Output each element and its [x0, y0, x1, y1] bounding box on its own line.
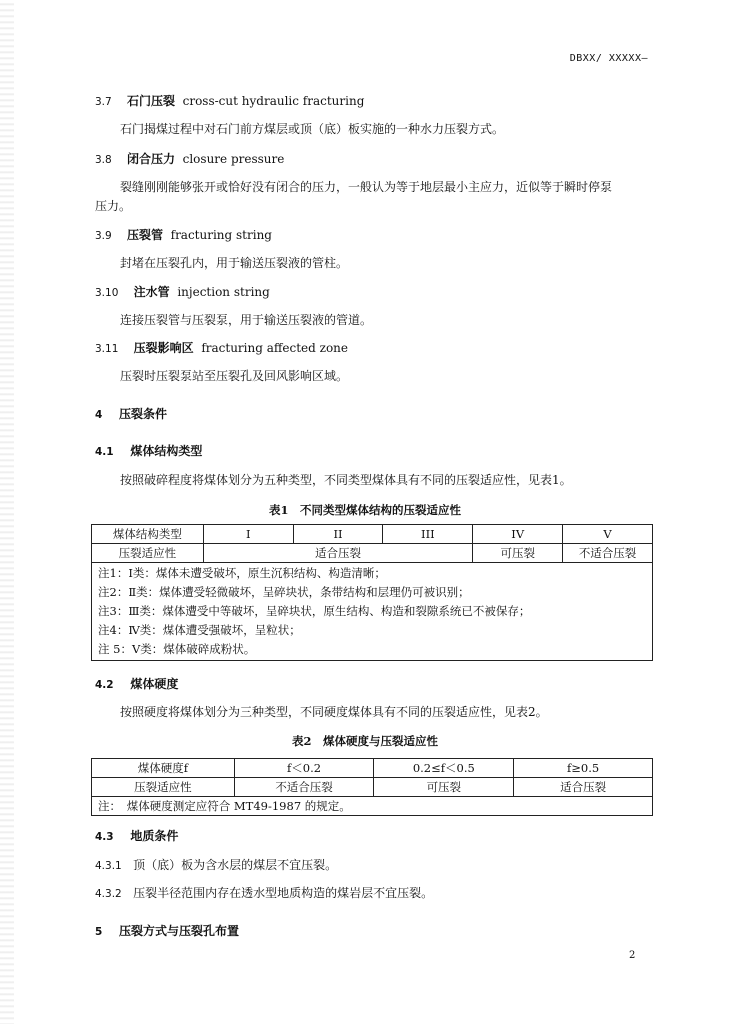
table2-caption: 表2 煤体硬度与压裂适应性	[291, 734, 438, 748]
term-cn: 石门压裂	[126, 94, 175, 108]
term-3-11-heading	[95, 340, 348, 357]
table-cell: 压裂适应性	[92, 544, 204, 563]
term-number: 3.7	[95, 96, 112, 108]
table-note: 注2：Ⅱ类：煤体遭受轻微破坏，呈碎块状，条带结构和层理仍可被识别；	[98, 585, 470, 599]
table-cell: f≥0.5	[514, 759, 653, 778]
term-3-7-heading	[95, 93, 364, 110]
table-cell: 不适合压裂	[234, 778, 374, 797]
section-title: 煤体结构类型	[130, 444, 203, 458]
term-3-10-definition: 连接压裂管与压裂泵，用于输送压裂液的管道。	[120, 313, 373, 327]
table1-adaptability-row	[92, 544, 653, 563]
table-note: 注 5：Ⅴ类：煤体破碎成粉状。	[98, 642, 256, 656]
term-number: 3.8	[95, 154, 112, 166]
clause-4-3-2	[95, 885, 433, 902]
clause-text: 顶（底）板为含水层的煤层不宜压裂。	[133, 858, 338, 872]
table-note: 注3：Ⅲ类：煤体遭受中等破坏，呈碎块状，原生结构、构造和裂隙系统已不被保存；	[98, 604, 531, 618]
clause-number: 4.3.1	[95, 860, 122, 872]
section-number: 4.2	[95, 679, 114, 691]
section-number: 4.3	[95, 831, 114, 843]
term-number: 3.11	[95, 343, 119, 355]
table2	[91, 758, 653, 816]
term-cn: 压裂管	[126, 228, 163, 242]
term-3-10-heading	[95, 284, 270, 301]
section-number: 4	[95, 409, 103, 421]
table-cell: V	[563, 525, 653, 544]
table-cell: 煤体硬度f	[92, 759, 235, 778]
clause-text: 压裂半径范围内存在透水型地质构造的煤岩层不宜压裂。	[133, 886, 434, 900]
term-number: 3.10	[95, 287, 119, 299]
table-cell: f＜0.2	[234, 759, 374, 778]
table-cell: 压裂适应性	[92, 778, 235, 797]
clause-number: 4.3.2	[95, 888, 122, 900]
document-code: DBXX/ XXXXX—	[569, 53, 648, 64]
section-5-heading	[95, 923, 239, 940]
section-4-heading	[95, 406, 167, 423]
term-3-8-heading	[95, 151, 284, 168]
term-en: fracturing affected zone	[201, 341, 349, 355]
term-en: closure pressure	[182, 152, 285, 166]
section-title: 地质条件	[130, 829, 179, 843]
term-en: cross-cut hydraulic fracturing	[182, 94, 365, 108]
table1-header-row	[92, 525, 653, 544]
section-4-2-body: 按照硬度将煤体划分为三种类型，不同硬度煤体具有不同的压裂适应性，见表2。	[120, 705, 548, 719]
term-3-7-definition: 石门揭煤过程中对石门前方煤层或顶（底）板实施的一种水力压裂方式。	[120, 122, 505, 136]
table1-notes	[92, 563, 653, 661]
term-3-8-definition-line1: 裂缝刚刚能够张开或恰好没有闭合的压力，一般认为等于地层最小主应力，近似等于瞬时停泵	[120, 180, 613, 194]
term-3-11-definition: 压裂时压裂泵站至压裂孔及回风影响区域。	[120, 369, 349, 383]
table1-notes-row	[92, 563, 653, 661]
table-cell: 适合压裂	[203, 544, 473, 563]
section-title: 压裂方式与压裂孔布置	[119, 924, 240, 938]
term-en: injection string	[177, 285, 270, 299]
table-cell: 煤体结构类型	[92, 525, 204, 544]
section-title: 压裂条件	[119, 407, 168, 421]
term-cn: 闭合压力	[126, 152, 175, 166]
term-number: 3.9	[95, 230, 112, 242]
term-cn: 压裂影响区	[133, 341, 194, 355]
term-3-9-heading	[95, 227, 272, 244]
table-cell: 不适合压裂	[563, 544, 653, 563]
table-cell: III	[383, 525, 473, 544]
table-cell: 可压裂	[374, 778, 514, 797]
section-title: 煤体硬度	[130, 677, 179, 691]
table-cell: IV	[473, 525, 563, 544]
term-3-9-definition: 封堵在压裂孔内，用于输送压裂液的管柱。	[120, 256, 349, 270]
table-cell: 0.2≤f＜0.5	[374, 759, 514, 778]
term-3-8-definition-line2: 压力。	[95, 199, 132, 213]
term-cn: 注水管	[133, 285, 170, 299]
table2-note-row	[92, 797, 653, 816]
term-en: fracturing string	[170, 228, 272, 242]
table-note: 注： 煤体硬度测定应符合 MT49-1987 的规定。	[92, 797, 653, 816]
table-cell: 可压裂	[473, 544, 563, 563]
table-cell: II	[293, 525, 383, 544]
page-number: 2	[629, 950, 636, 961]
section-4-1-heading	[95, 443, 202, 460]
section-4-3-heading	[95, 828, 178, 845]
section-number: 5	[95, 926, 103, 938]
table2-adaptability-row	[92, 778, 653, 797]
section-4-1-body: 按照破碎程度将煤体划分为五种类型，不同类型煤体具有不同的压裂适应性，见表1。	[120, 473, 572, 487]
table-note: 注1：Ⅰ类：煤体未遭受破坏，原生沉积结构、构造清晰；	[98, 566, 386, 580]
table1	[91, 524, 653, 661]
table-cell: 适合压裂	[514, 778, 653, 797]
clause-4-3-1	[95, 857, 337, 874]
table-cell: I	[203, 525, 293, 544]
section-4-2-heading	[95, 676, 178, 693]
table2-hardness-row	[92, 759, 653, 778]
section-number: 4.1	[95, 446, 114, 458]
table1-caption: 表1 不同类型煤体结构的压裂适应性	[269, 503, 461, 517]
table-note: 注4：Ⅳ类：煤体遭受强破坏，呈粒状；	[98, 623, 301, 637]
